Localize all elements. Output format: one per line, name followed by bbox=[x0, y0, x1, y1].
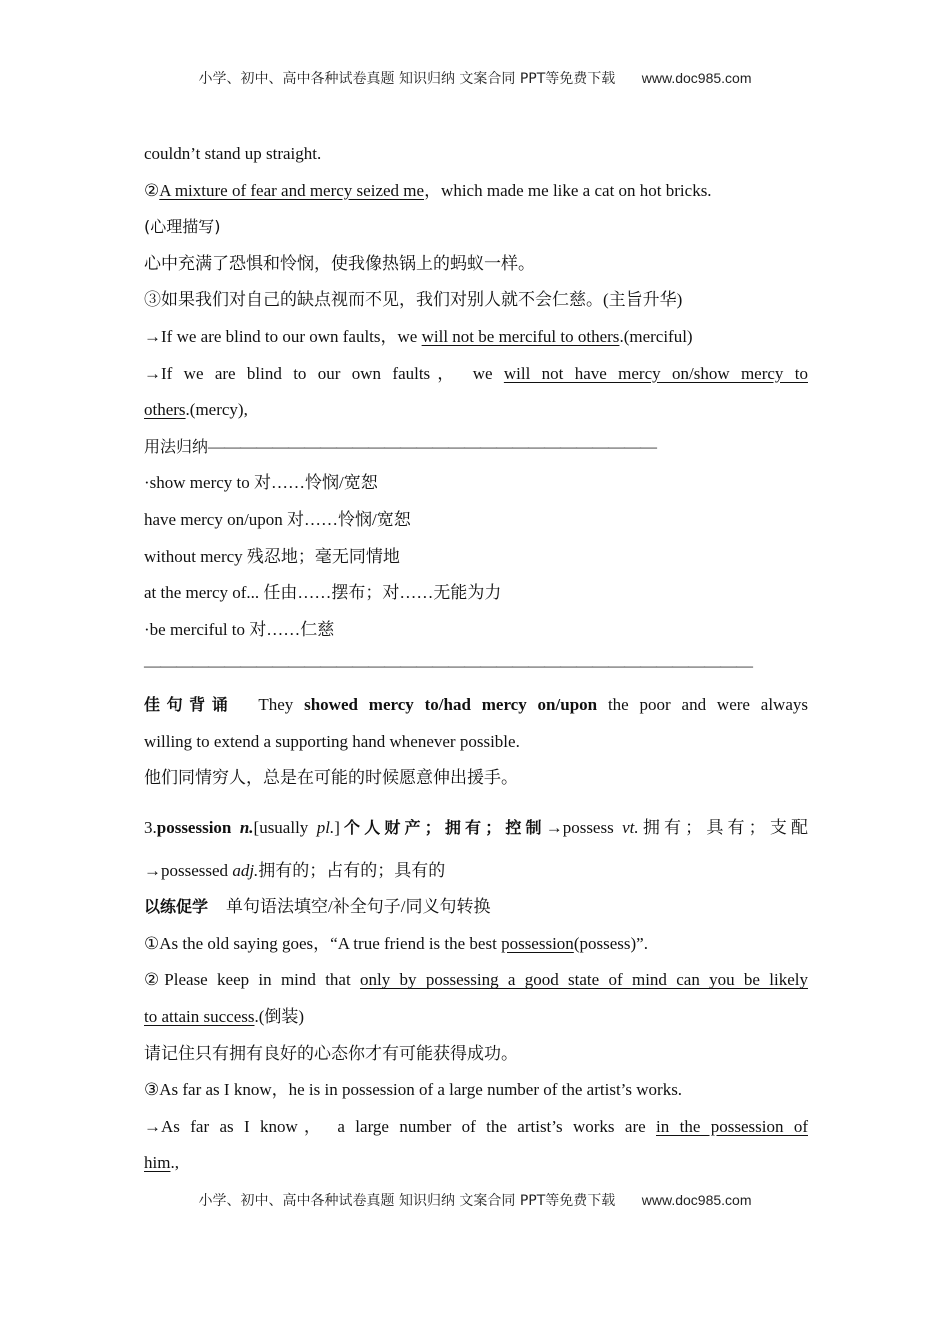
practice-heading bbox=[144, 889, 808, 926]
derived-meaning: 拥有；具有；支配 bbox=[638, 817, 808, 837]
derived-pos: vt. bbox=[622, 817, 639, 837]
practice-label: 以练促学 bbox=[144, 897, 209, 917]
underlined-answer: only by possessing a good state of mind can you be likely bbox=[360, 970, 808, 990]
usage-item: ·show mercy to 对……怜悯/宽恕 bbox=[144, 473, 378, 493]
usage-heading bbox=[144, 429, 808, 466]
possession-example-1 bbox=[144, 926, 808, 963]
entry-meaning: 个人财产；拥有；控制 bbox=[339, 817, 546, 837]
usage-item: have mercy on/upon 对……怜悯/宽恕 bbox=[144, 509, 411, 529]
usage-end-dashes: —————————————————————————————————————— bbox=[144, 656, 752, 676]
usage-item: ·be merciful to 对……仁慈 bbox=[144, 619, 335, 639]
underlined-answer: in the possession of bbox=[656, 1116, 808, 1136]
mercy-example-2 bbox=[144, 173, 808, 210]
sentence-part: ②Please keep in mind that bbox=[144, 970, 361, 990]
possession-example-2-cont bbox=[144, 999, 808, 1036]
good-sentence-label: 佳句背诵 bbox=[144, 694, 235, 714]
usage-dashes: ———————————————————————————— bbox=[208, 436, 657, 456]
entry-note-pre: [usually bbox=[253, 817, 317, 837]
page-footer bbox=[0, 1190, 950, 1210]
document-body bbox=[144, 136, 808, 1182]
possession-example-3-answer bbox=[144, 1109, 808, 1146]
sentence-part: the poor and were always bbox=[597, 694, 808, 714]
good-sentence-translation: 他们同情穷人，总是在可能的时候愿意伸出援手。 bbox=[144, 768, 518, 788]
sentence-part: →If we are blind to our own faults， we bbox=[144, 363, 504, 383]
header-site[interactable]: www.doc985.com bbox=[641, 70, 752, 86]
usage-title: 用法归纳 bbox=[144, 436, 209, 456]
possession-example-2 bbox=[144, 962, 808, 999]
underlined-answer: A mixture of fear and mercy seized me bbox=[159, 180, 425, 200]
possession-derived-line bbox=[144, 853, 808, 890]
practice-types: 单句语法填空/补全句子/同义句转换 bbox=[226, 897, 491, 917]
underlined-answer: others bbox=[144, 400, 186, 420]
sentence-part: ①As the old saying goes，“A true friend is the best bbox=[144, 933, 502, 953]
derived-word: →possessed bbox=[144, 860, 233, 880]
underlined-answer: possession bbox=[501, 933, 574, 953]
sentence-part: (possess)”. bbox=[573, 933, 648, 953]
derived-meaning: 拥有的；占有的；具有的 bbox=[258, 860, 446, 880]
sentence-rest: ，which made me like a cat on hot bricks. bbox=[424, 180, 712, 200]
sentence-part: →As far as I know， a large number of the artist’s works are bbox=[144, 1116, 657, 1136]
footer-site[interactable]: www.doc985.com bbox=[641, 1192, 752, 1208]
derived-pos: adj. bbox=[232, 860, 259, 880]
mercy-example-3-prompt: ③如果我们对自己的缺点视而不见，我们对别人就不会仁慈。(主旨升华) bbox=[144, 290, 683, 310]
page-header bbox=[0, 68, 950, 88]
underlined-answer: him bbox=[144, 1153, 171, 1173]
mercy-example-3-answer-3 bbox=[144, 392, 808, 429]
usage-item: without mercy 残忍地；毫无同情地 bbox=[144, 546, 400, 566]
description-note: (心理描写) bbox=[144, 217, 221, 237]
underlined-answer: will not have mercy on/show mercy to bbox=[503, 363, 808, 383]
possession-heading bbox=[144, 803, 808, 853]
good-sentence-line-2: willing to extend a supporting hand whenever possible. bbox=[144, 731, 520, 751]
underlined-answer: to attain success bbox=[144, 1007, 255, 1027]
entry-note-post: ] bbox=[334, 817, 340, 837]
bold-phrase: showed mercy to/had mercy on/upon bbox=[304, 694, 598, 714]
continuation-line: couldn’t stand up straight. bbox=[144, 144, 322, 163]
entry-word: possession bbox=[156, 817, 232, 837]
sentence-part: .(merciful) bbox=[619, 326, 693, 346]
chinese-translation: 心中充满了恐惧和怜悯，使我像热锅上的蚂蚁一样。 bbox=[144, 253, 535, 273]
chinese-translation: 请记住只有拥有良好的心态你才有可能获得成功。 bbox=[144, 1043, 518, 1063]
mercy-example-3-answer-2 bbox=[144, 356, 808, 393]
header-text: 小学、初中、高中各种试卷真题 知识归纳 文案合同 PPT等免费下载 bbox=[198, 71, 616, 87]
sentence-part: →If we are blind to our own faults，we bbox=[144, 326, 422, 346]
sentence-part: ., bbox=[170, 1153, 179, 1173]
possession-example-3-cont bbox=[144, 1145, 808, 1182]
mercy-example-3-answer-1 bbox=[144, 319, 808, 356]
usage-item: at the mercy of... 任由……摆布；对……无能为力 bbox=[144, 583, 502, 603]
possession-example-3: ③As far as I know，he is in possession of a large number of the artist’s works. bbox=[144, 1080, 683, 1100]
sentence-part: .(mercy), bbox=[185, 400, 248, 420]
derived-word: →possess bbox=[545, 817, 623, 837]
sentence-part: .(倒装) bbox=[254, 1007, 305, 1027]
entry-pos: n. bbox=[239, 817, 254, 837]
good-sentence-line-1 bbox=[144, 687, 808, 724]
sentence-part: They bbox=[258, 694, 305, 714]
footer-text: 小学、初中、高中各种试卷真题 知识归纳 文案合同 PPT等免费下载 bbox=[198, 1193, 616, 1209]
entry-note-italic: pl. bbox=[316, 817, 335, 837]
entry-number: 3. bbox=[144, 817, 157, 837]
example-number: ② bbox=[144, 180, 160, 200]
underlined-answer: will not be merciful to others bbox=[421, 326, 620, 346]
